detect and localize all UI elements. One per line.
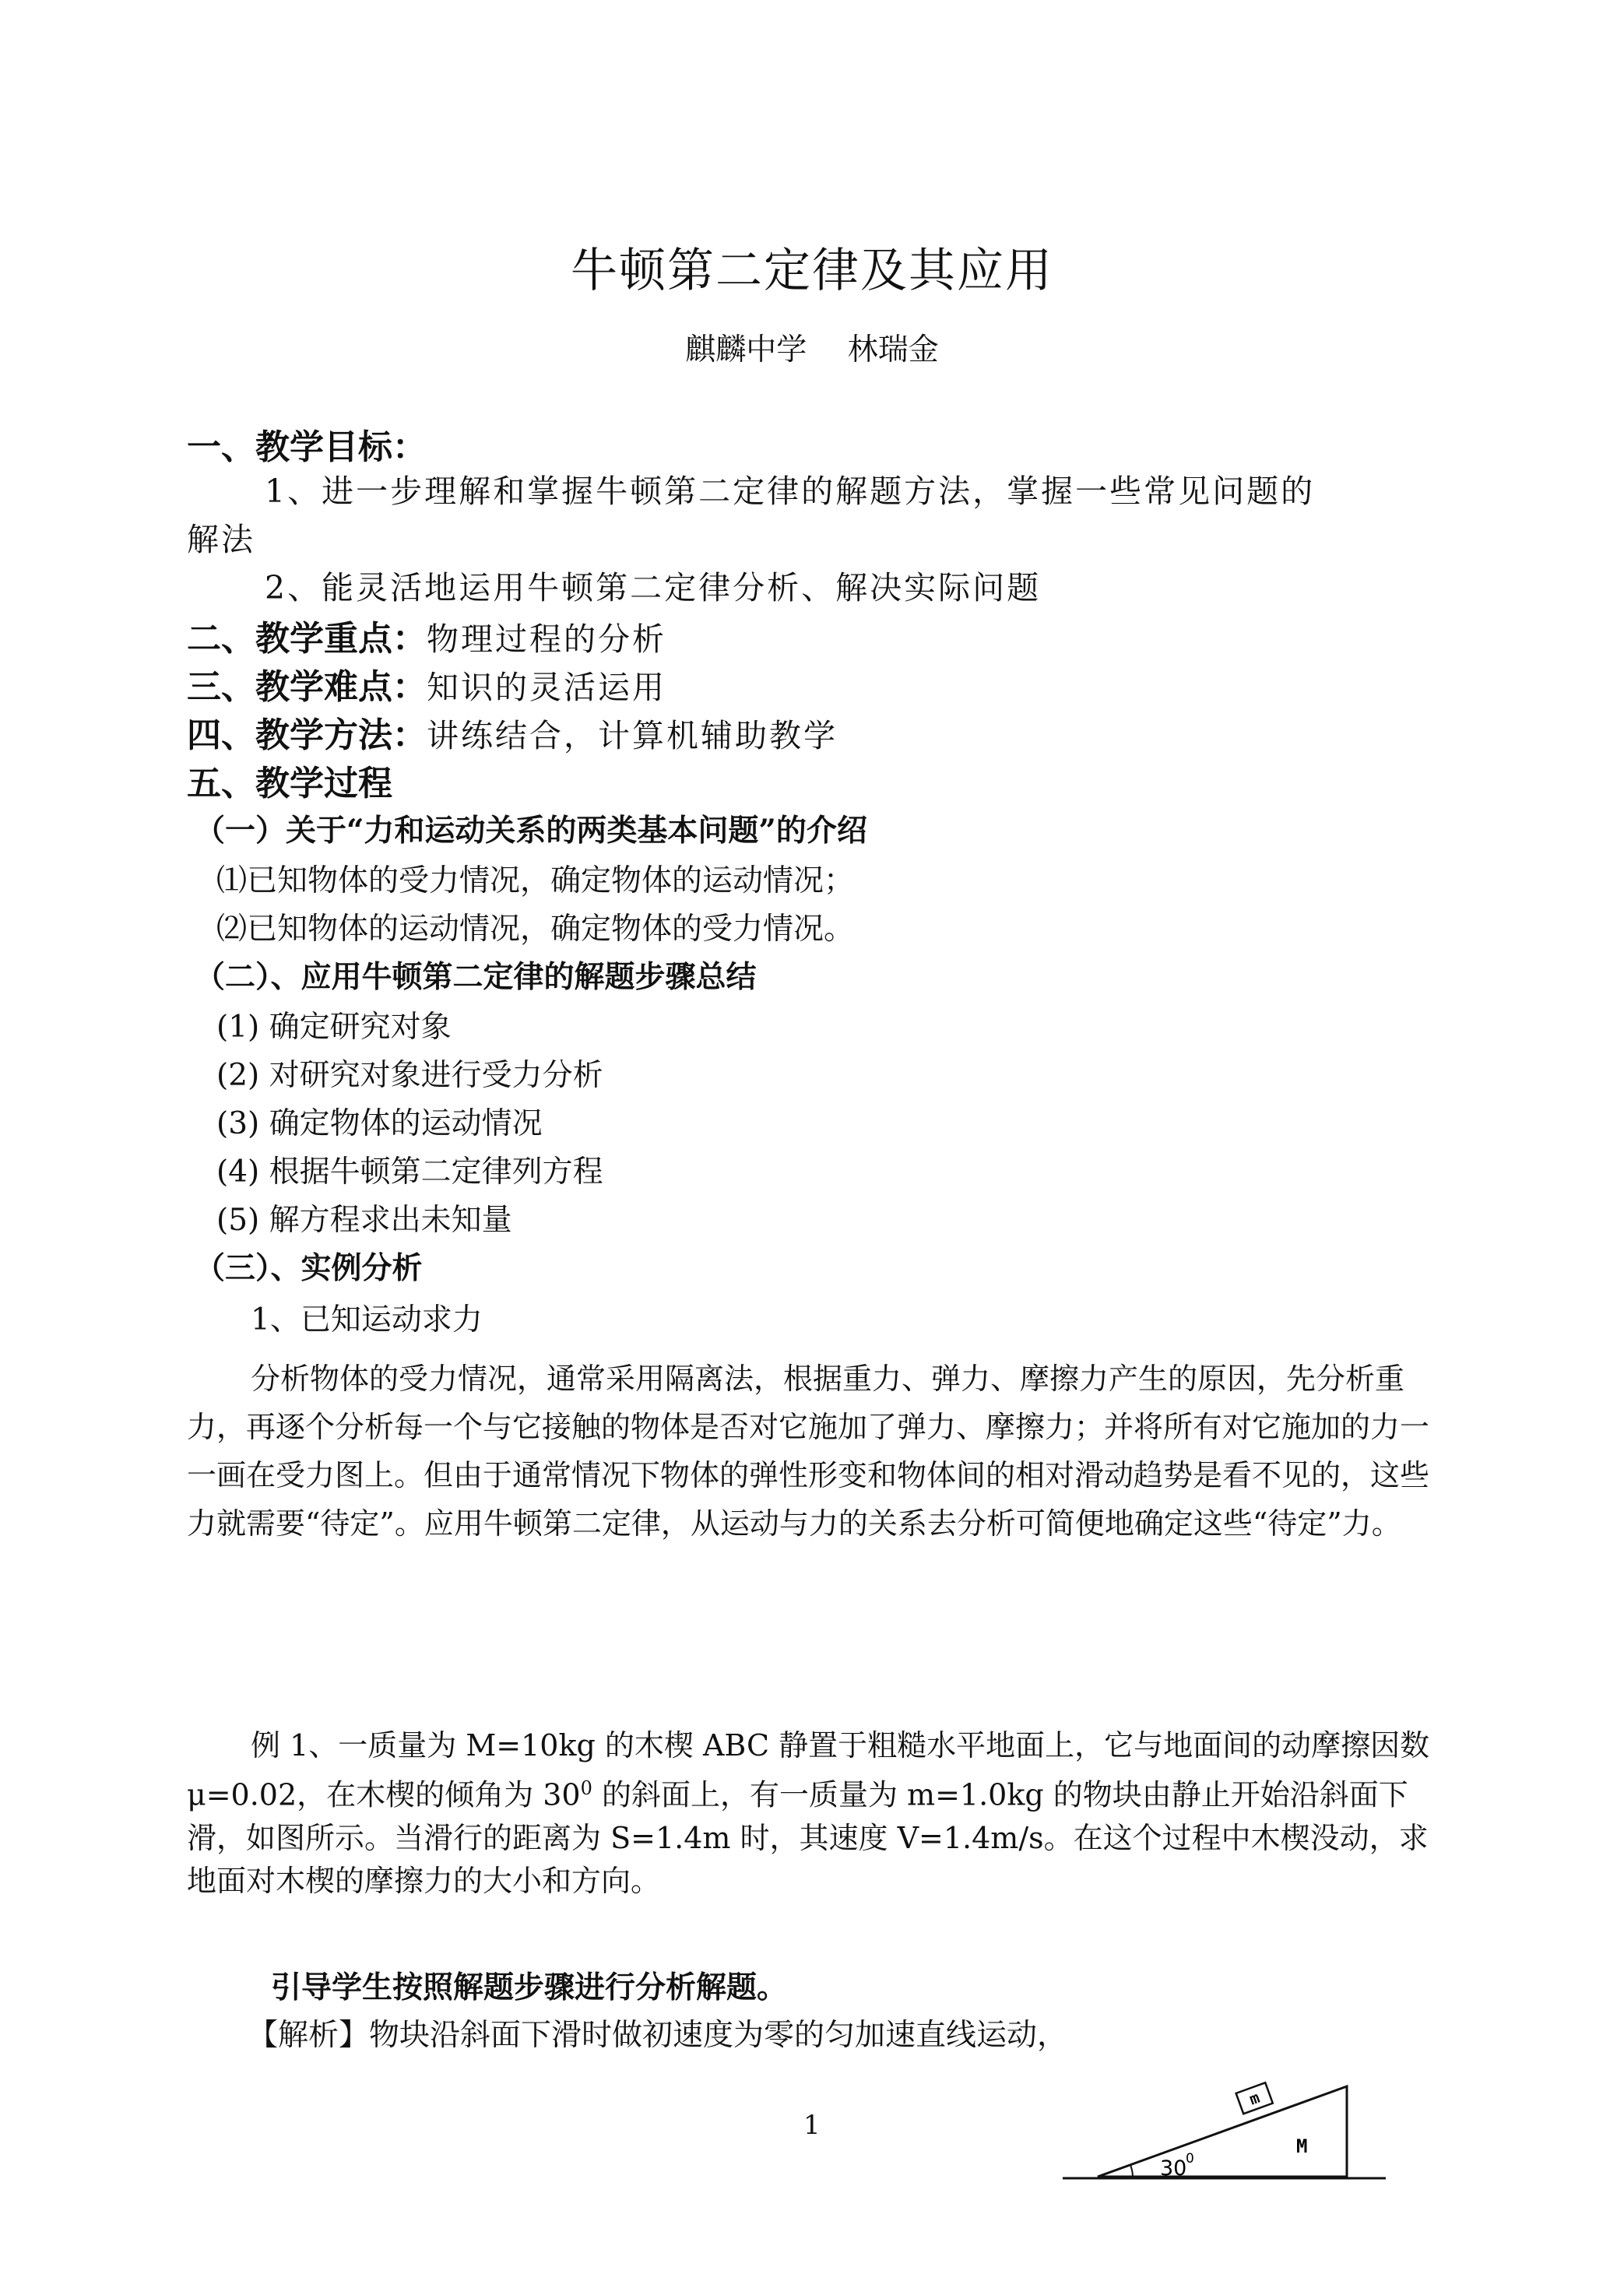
- goal-item-2: 2、能灵活地运用牛顿第二定律分析、解决实际问题: [265, 569, 1042, 606]
- wedge-triangle: [1098, 2086, 1347, 2177]
- author-name: 林瑞金: [847, 332, 939, 367]
- goal-item-1-cont: 解法: [187, 521, 255, 558]
- example-1-text-a: 例 1、一质量为 M=10kg 的木楔 ABC 静置于粗糙水平地面上，它与地面间的动摩擦因数μ=0.02，在木楔的倾角为 30: [187, 1728, 1430, 1812]
- author-school: 麒麟中学: [685, 332, 807, 367]
- key-points-text: 物理过程的分析: [427, 620, 666, 658]
- author-line: [0, 325, 1624, 369]
- methods-heading: 四、教学方法：: [187, 715, 427, 755]
- step-3: (3) 确定物体的运动情况: [216, 1106, 543, 1141]
- angle-arc: [1130, 2165, 1133, 2177]
- key-points-heading: 二、教学重点：: [187, 619, 427, 659]
- difficulties-heading: 三、教学难点：: [187, 667, 427, 707]
- page-number: 1: [803, 2110, 821, 2141]
- part1-item-2: ⑵已知物体的运动情况，确定物体的受力情况。: [216, 912, 855, 947]
- part3-sub1: 1、已知运动求力: [251, 1302, 483, 1337]
- block-m: [1236, 2082, 1273, 2114]
- difficulties-text: 知识的灵活运用: [427, 669, 666, 706]
- goals-heading: 一、教学目标：: [187, 427, 427, 467]
- angle-exponent: 0: [1186, 2151, 1194, 2167]
- block-label: m: [1246, 2087, 1262, 2109]
- wedge-figure: [1059, 2063, 1394, 2195]
- guide-text: 引导学生按照解题步骤进行分析解题。: [271, 1970, 788, 2005]
- step-1: (1) 确定研究对象: [216, 1010, 452, 1045]
- page-title: 牛顿第二定律及其应用: [571, 244, 1053, 298]
- part3-heading: （三）、实例分析: [195, 1250, 423, 1286]
- wedge-label: M: [1296, 2135, 1308, 2157]
- process-heading: 五、教学过程: [187, 764, 392, 803]
- methods-text: 讲练结合，计算机辅助教学: [427, 717, 838, 754]
- step-5: (5) 解方程求出未知量: [216, 1203, 512, 1238]
- angle-label: 30: [1160, 2156, 1187, 2181]
- example-1: [187, 1724, 1440, 1903]
- part1-item-1: ⑴已知物体的受力情况，确定物体的运动情况；: [216, 863, 855, 898]
- methods-row: [187, 707, 838, 757]
- step-4: (4) 根据牛顿第二定律列方程: [216, 1155, 603, 1190]
- example-1-text-b: 的斜面上，有一质量为 m=1.0kg 的物块由静止开始沿斜面下滑，如图所示。当滑行的距离为 S=1.4m 时，其速度 V=1.4m/s。在这个过程中木楔没动，求地面对木楔的摩擦力的大小和方向。: [187, 1777, 1429, 1898]
- key-points-row: [187, 610, 666, 660]
- analysis-intro: 【解析】物块沿斜面下滑时做初速度为零的匀加速直线运动，: [248, 2018, 1068, 2053]
- part2-heading: （二）、应用牛顿第二定律的解题步骤总结: [195, 959, 757, 995]
- goal-item-1: 1、进一步理解和掌握牛顿第二定律的解题方法，掌握一些常见问题的: [265, 473, 1316, 510]
- analysis-paragraph: 分析物体的受力情况，通常采用隔离法，根据重力、弹力、摩擦力产生的原因，先分析重力，再逐个分析每一个与它接触的物体是否对它施加了弹力、摩擦力；并将所有对它施加的力一一画在受力图上。但由于通常情况下物体的弹性形变和物体间的相对滑动趋势是看不见的，这些力就需要“待定”。应用牛顿第二定律，从运动与力的关系去分析可简便地确定这些“待定”力。: [187, 1362, 1430, 1541]
- difficulties-row: [187, 659, 666, 708]
- step-2: (2) 对研究对象进行受力分析: [216, 1058, 603, 1093]
- part1-heading: （一）关于“力和运动关系的两类基本问题”的介绍: [195, 813, 867, 849]
- example-1-exponent: 0: [580, 1777, 592, 1799]
